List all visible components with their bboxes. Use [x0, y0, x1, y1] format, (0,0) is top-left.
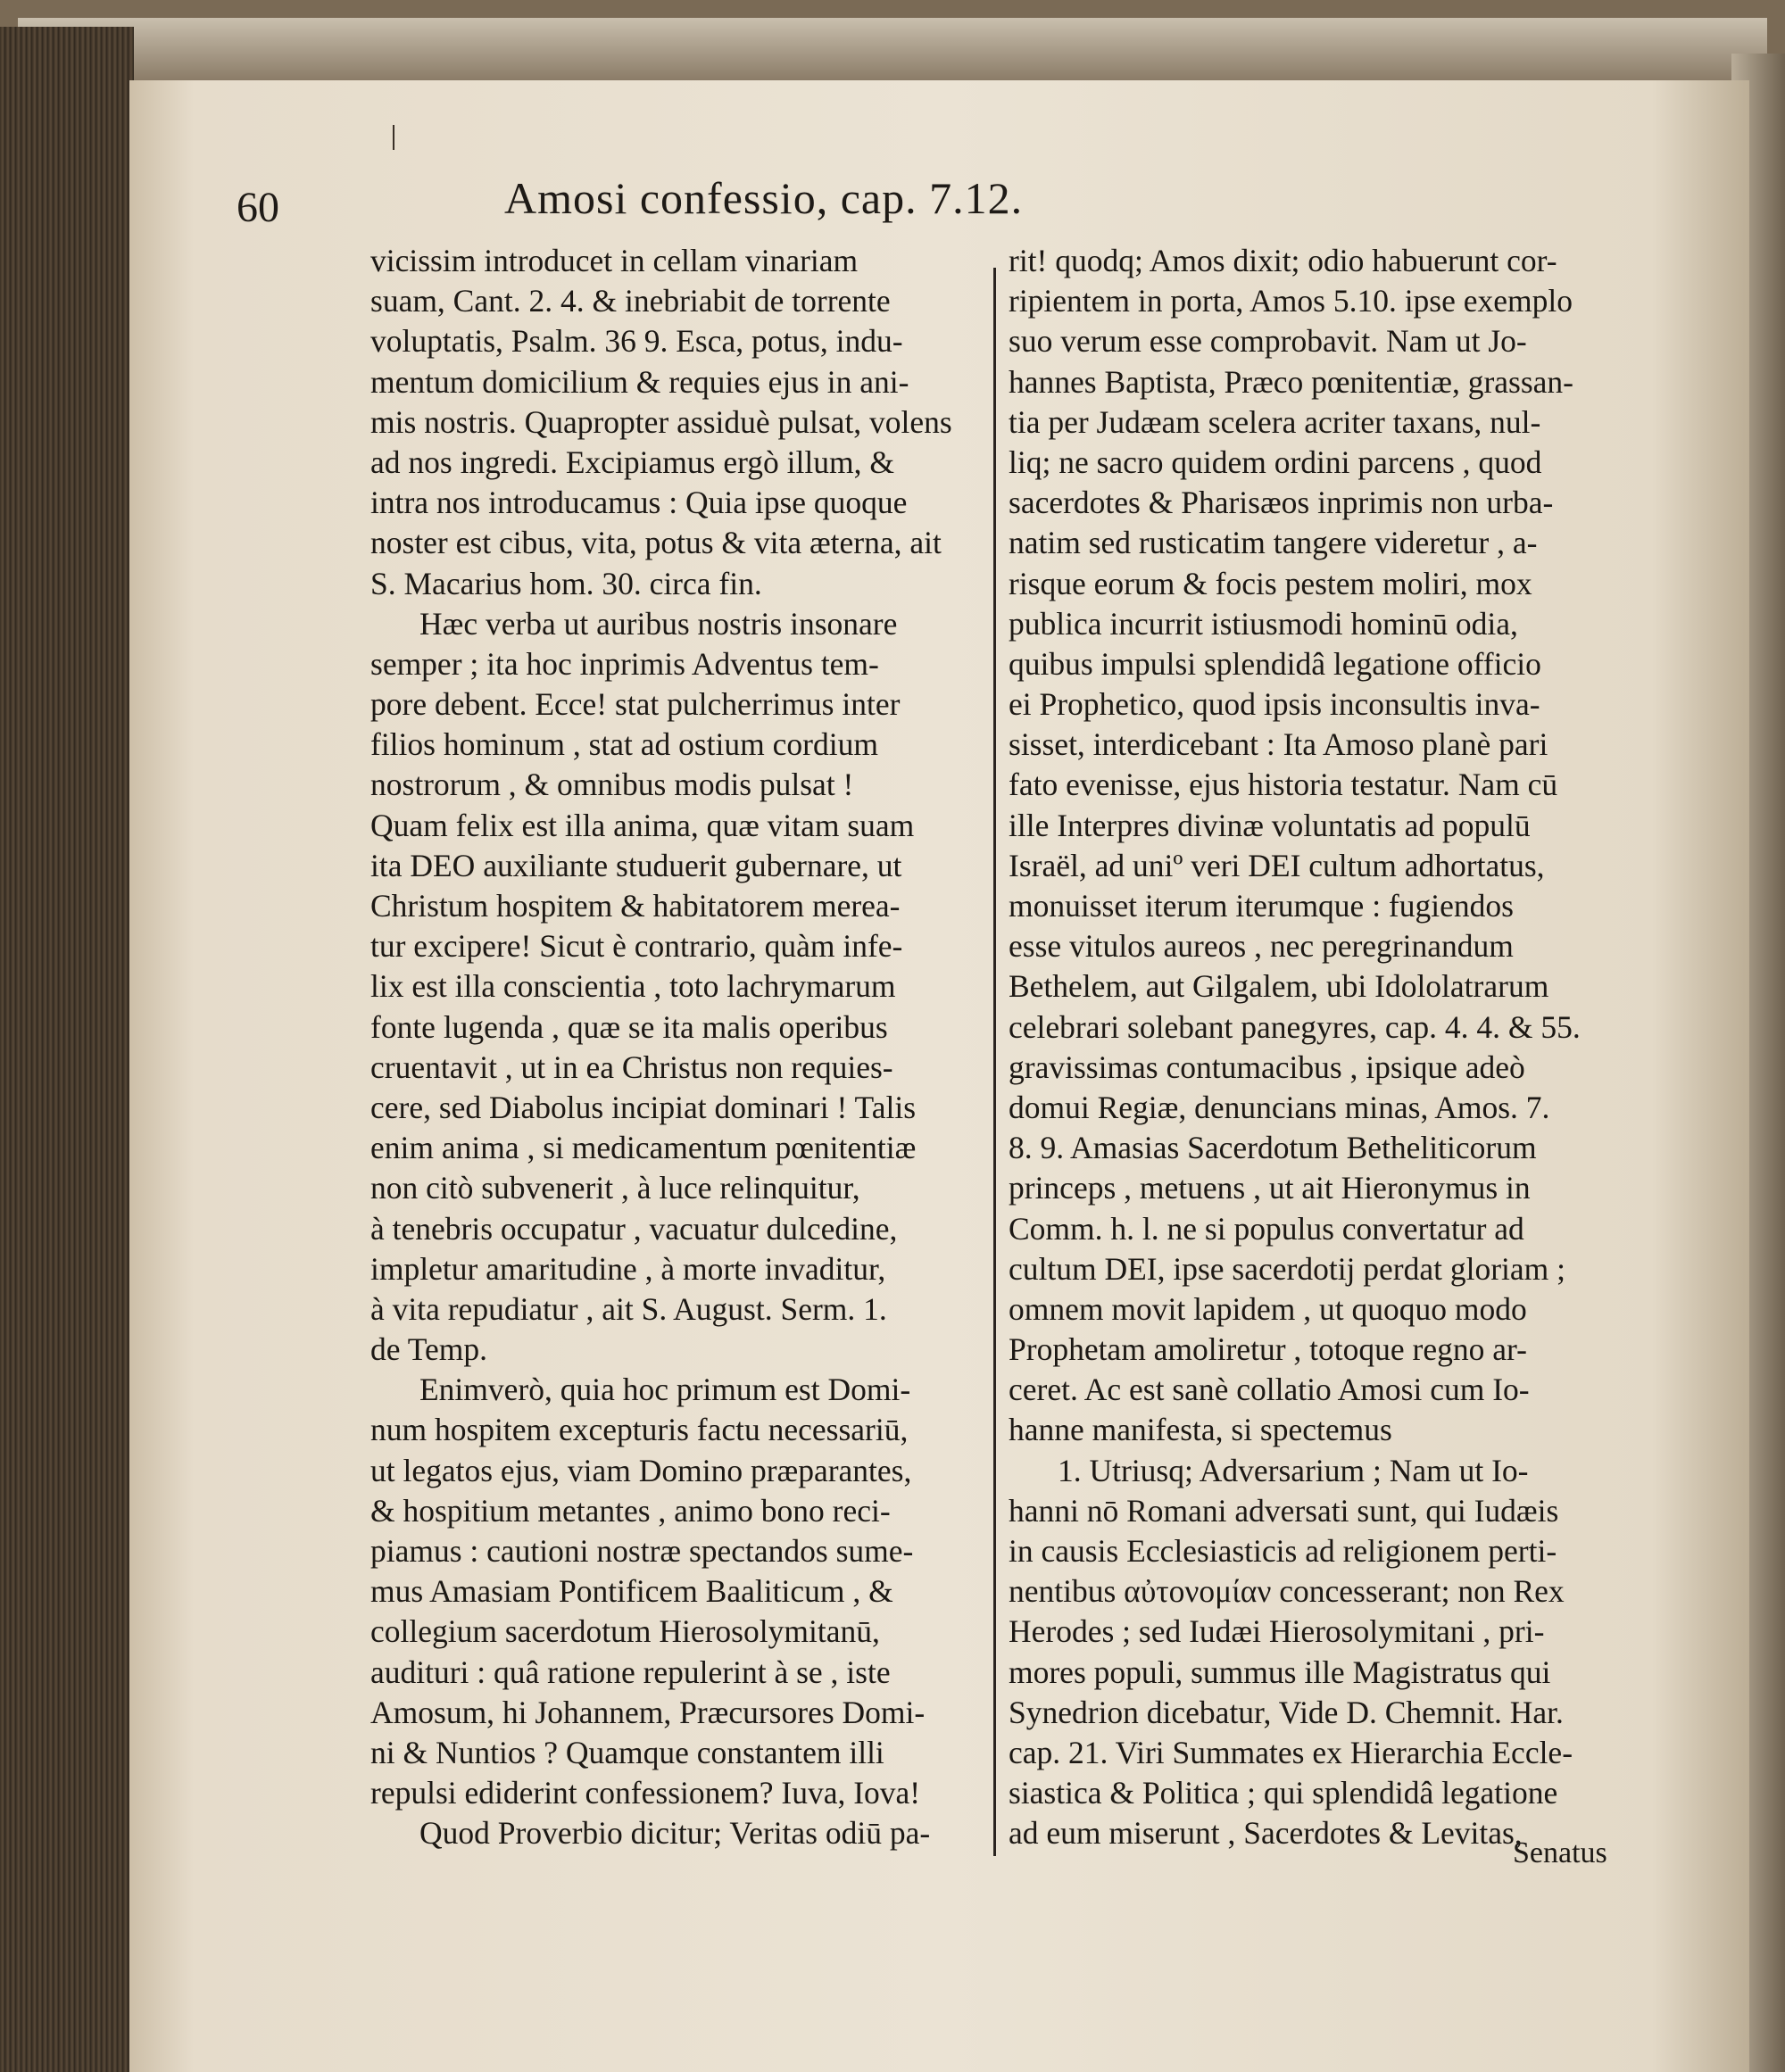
text-line: risque eorum & focis pestem moliri, mox: [1009, 565, 1532, 601]
text-line: siastica & Politica ; qui splendidâ legatione: [1009, 1775, 1558, 1811]
text-line: vicissim introducet in cellam vinariam: [370, 243, 859, 278]
text-line: ripientem in porta, Amos 5.10. ipse exemplo: [1009, 283, 1573, 319]
column-divider: [993, 268, 996, 1856]
text-line: lix est illa conscientia , toto lachrymarum: [370, 968, 896, 1005]
text-line: ut legatos ejus, viam Domino præparantes,: [370, 1452, 912, 1488]
text-line: piamus : cautioni nostræ spectandos sume-: [370, 1533, 914, 1569]
text-line: quibus impulsi splendidâ legatione officio: [1009, 645, 1541, 682]
text-line: Quam felix est illa anima, quæ vitam suam: [370, 807, 915, 843]
text-line: ad eum miserunt , Sacerdotes & Levitas,: [1009, 1815, 1523, 1852]
text-line: in causis Ecclesiasticis ad religionem perti-: [1009, 1533, 1557, 1569]
text-line: Prophetam amoliretur , totoque regno ar-: [1009, 1331, 1527, 1368]
text-line: non citò subvenerit , à luce relinquitur,: [370, 1170, 860, 1206]
text-line: natim sed rusticatim tangere videretur , a-: [1009, 525, 1538, 561]
text-line: fato evenisse, ejus historia testatur. Nam cū: [1009, 767, 1558, 803]
text-line: cap. 21. Viri Summates ex Hierarchia Eccle-: [1009, 1734, 1573, 1770]
right-text-column: [1009, 241, 1633, 1854]
text-line: ita DEO auxiliante studuerit gubernare, ut: [370, 847, 902, 883]
book-top-edge: [18, 18, 1767, 80]
text-line: semper ; ita hoc inprimis Adventus tem-: [370, 645, 879, 682]
text-line: monuisset iterum iterumque : fugiendos: [1009, 888, 1514, 924]
text-line: gravissimas contumacibus , ipsique adeò: [1009, 1048, 1525, 1085]
text-line: repulsi ediderint confessionem? Iuva, Iova!: [370, 1775, 921, 1811]
text-line: princeps , metuens , ut ait Hieronymus in: [1009, 1170, 1531, 1206]
text-line: omnem movit lapidem , ut quoquo modo: [1009, 1290, 1527, 1327]
text-line: hanne manifesta, si spectemus: [1009, 1412, 1392, 1448]
page-header: [237, 165, 1218, 245]
text-line: tia per Judæam scelera acriter taxans, nul-: [1009, 403, 1541, 440]
text-line: hannes Baptista, Præco pœnitentiæ, grassan-: [1009, 363, 1573, 400]
text-line: 8. 9. Amasias Sacerdotum Betheliticorum: [1009, 1130, 1537, 1166]
text-line: mentum domicilium & requies ejus in ani-: [370, 363, 909, 400]
margin-mark: [393, 125, 394, 150]
text-line: collegium sacerdotum Hierosolymitanū,: [370, 1613, 880, 1650]
text-line: Israël, ad uniº veri DEI cultum adhortatus,: [1009, 847, 1545, 883]
text-line: sacerdotes & Pharisæos inprimis non urba-: [1009, 485, 1554, 521]
text-line: à tenebris occupatur , vacuatur dulcedine,: [370, 1210, 898, 1247]
running-title: Amosi confessio, cap. 7.12.: [504, 173, 1024, 223]
text-line: Christum hospitem & habitatorem merea-: [370, 888, 901, 924]
text-line: Quod Proverbio dicitur; Veritas odiū pa-: [419, 1815, 931, 1852]
text-line: domui Regiæ, denuncians minas, Amos. 7.: [1009, 1089, 1550, 1125]
text-line: filios hominum , stat ad ostium cordium: [370, 726, 878, 763]
text-line: Bethelem, aut Gilgalem, ubi Idololatrarum: [1009, 968, 1549, 1005]
text-line: Herodes ; sed Iudæi Hierosolymitani , pri-: [1009, 1613, 1545, 1650]
text-line: enim anima , si medicamentum pœnitentiæ: [370, 1130, 917, 1166]
text-line: esse vitulos aureos , nec peregrinandum: [1009, 928, 1514, 965]
text-line: suam, Cant. 2. 4. & inebriabit de torrente: [370, 283, 891, 319]
text-line: rit! quodq; Amos dixit; odio habuerunt cor-: [1009, 243, 1557, 278]
text-line: celebrari solebant panegyres, cap. 4. 4. & 55.: [1009, 1008, 1581, 1045]
text-line: ceret. Ac est sanè collatio Amosi cum Io-: [1009, 1372, 1530, 1408]
text-line: cruentavit , ut in ea Christus non requies-: [370, 1048, 893, 1085]
text-line: cultum DEI, ipse sacerdotij perdat gloriam ;: [1009, 1250, 1566, 1287]
text-line: S. Macarius hom. 30. circa fin.: [370, 565, 762, 601]
text-line: tur excipere! Sicut è contrario, quàm infe-: [370, 928, 903, 965]
page-number: 60: [237, 184, 279, 231]
text-line: Comm. h. l. ne si populus convertatur ad: [1009, 1210, 1524, 1247]
text-line: mores populi, summus ille Magistratus qui: [1009, 1653, 1551, 1690]
text-line: sisset, interdicebant : Ita Amoso planè pari: [1009, 726, 1548, 763]
catchword: Senatus: [1513, 1836, 1607, 1869]
text-line: num hospitem excepturis factu necessariū,: [370, 1412, 909, 1448]
text-line: voluptatis, Psalm. 36 9. Esca, potus, indu-: [370, 323, 903, 360]
text-line: mis nostris. Quapropter assiduè pulsat, volens: [370, 403, 952, 440]
text-line: suo verum esse comprobavit. Nam ut Jo-: [1009, 323, 1527, 360]
text-line: ei Prophetico, quod ipsis inconsultis inva-: [1009, 686, 1540, 723]
text-line: fonte lugenda , quæ se ita malis operibus: [370, 1008, 888, 1045]
text-line: pore debent. Ecce! stat pulcherrimus inter: [370, 686, 901, 723]
text-line: & hospitium metantes , animo bono reci-: [370, 1492, 891, 1529]
text-line: liq; ne sacro quidem ordini parcens , quod: [1009, 443, 1542, 480]
text-line: 1. Utriusq; Adversarium ; Nam ut Io-: [1058, 1452, 1529, 1488]
text-line: ad nos ingredi. Excipiamus ergò illum, &: [370, 443, 894, 480]
text-line: à vita repudiatur , ait S. August. Serm. 1.: [370, 1290, 887, 1327]
text-line: Amosum, hi Johannem, Præcursores Domi-: [370, 1694, 926, 1730]
text-line: noster est cibus, vita, potus & vita æterna, ait: [370, 525, 942, 561]
text-line: Synedrion dicebatur, Vide D. Chemnit. Har.: [1009, 1694, 1564, 1730]
text-line: nentibus αὐτονομίαν concesserant; non Rex: [1009, 1573, 1565, 1610]
text-line: nostrorum , & omnibus modis pulsat !: [370, 767, 854, 803]
text-line: Hæc verba ut auribus nostris insonare: [419, 605, 898, 642]
text-line: ille Interpres divinæ voluntatis ad populū: [1009, 807, 1531, 843]
text-line: publica incurrit istiusmodi hominū odia,: [1009, 605, 1518, 642]
text-line: ni & Nuntios ? Quamque constantem illi: [370, 1734, 884, 1770]
book-page-edges: [0, 27, 134, 2072]
text-line: cere, sed Diabolus incipiat dominari ! Talis: [370, 1089, 917, 1125]
text-line: hanni nō Romani adversati sunt, qui Iudæis: [1009, 1492, 1559, 1529]
text-line: de Temp.: [370, 1331, 487, 1368]
text-line: Enimverò, quia hoc primum est Domi-: [419, 1372, 911, 1408]
left-text-column: [370, 241, 977, 1854]
text-line: intra nos introducamus : Quia ipse quoque: [370, 485, 908, 521]
text-line: audituri : quâ ratione repulerint à se , iste: [370, 1653, 891, 1690]
text-line: mus Amasiam Pontificem Baaliticum , &: [370, 1573, 893, 1610]
text-line: impletur amaritudine , à morte invaditur,: [370, 1250, 886, 1287]
